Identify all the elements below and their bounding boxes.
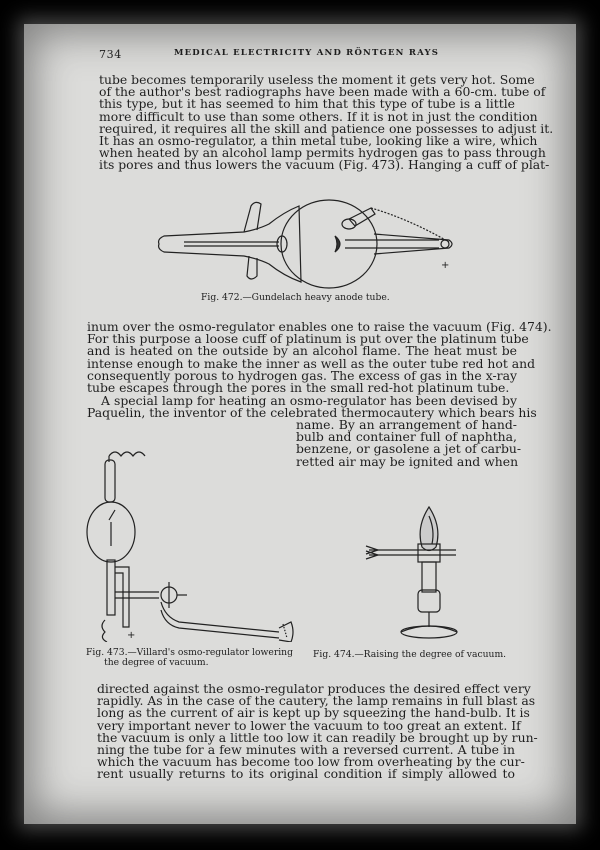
fig472-caption: Fig. 472.—Gundelach heavy anode tube. xyxy=(201,292,390,303)
text-line: long as the current of air is kept up by squeezing the hand-bulb. It is xyxy=(97,705,530,721)
text-line: this type, but it has seemed to him that this type of tube is a little xyxy=(99,96,515,112)
paragraph-4 xyxy=(97,681,538,782)
text-line: consequently porous to hydrogen gas. The excess of gas in the x-ray xyxy=(87,367,517,383)
figure-472-gundelach-tube xyxy=(149,184,459,294)
figure-474-paquelin-lamp xyxy=(364,502,484,642)
text-line: more difficult to use than some others. If it is not in just the condition xyxy=(99,108,538,124)
text-line: intense enough to make the inner as well as the outer tube red hot and xyxy=(87,355,536,371)
fig474-caption: Fig. 474.—Raising the degree of vacuum. xyxy=(313,649,507,660)
text-line: It has an osmo-regulator, a thin metal tube, looking like a wire, which xyxy=(99,133,538,149)
text-line: and is heated on the outside by an alcohol flame. The heat must be xyxy=(87,343,517,359)
text-line: the vacuum is only a little too low it can readily be brought up by run- xyxy=(97,729,538,745)
text-line: name. By an arrangement of hand- xyxy=(296,417,517,432)
book-page xyxy=(24,24,576,824)
text-line: rapidly. As in the case of the cautery, the lamp remains in full blast as xyxy=(97,693,536,709)
text-line: A special lamp for heating an osmo-regulator has been devised by xyxy=(101,393,517,408)
text-line: bulb and container full of naphtha, xyxy=(296,429,517,445)
text-line: directed against the osmo-regulator produces the desired effect very xyxy=(97,681,531,696)
text-line: ning the tube for a few minutes with a reversed current. A tube in xyxy=(97,742,515,758)
text-line: benzene, or gasolene a jet of carbu- xyxy=(296,441,522,457)
paragraph-1 xyxy=(99,72,554,173)
page-number: 734 xyxy=(99,48,122,61)
figure-473-villard-osmo-regulator xyxy=(79,442,294,642)
fig473-caption-line-2: the degree of vacuum. xyxy=(104,657,209,668)
text-line: required, it requires all the skill and patience one possesses to adjust it. xyxy=(99,120,554,136)
text-line: inum over the osmo-regulator enables one to raise the vacuum (Fig. 474). xyxy=(87,319,552,334)
text-line: very important never to lower the vacuum to too great an extent. If xyxy=(97,717,521,733)
text-line: when heated by an alcohol lamp permits hydrogen gas to pass through xyxy=(99,145,546,161)
paragraph-2 xyxy=(87,319,552,396)
running-head: MEDICAL ELECTRICITY AND RÖNTGEN RAYS xyxy=(174,48,440,58)
text-line: tube escapes through the pores in the small red-hot platinum tube. xyxy=(87,380,510,396)
page-header xyxy=(24,48,576,64)
text-line: its pores and thus lowers the vacuum (Fig. 473). Hanging a cuff of plat- xyxy=(99,157,550,173)
text-line: rent usually returns to its original condition if simply allowed to xyxy=(97,766,515,782)
fig472-plus-label: + xyxy=(441,260,450,271)
fig473-caption xyxy=(86,648,293,668)
text-line: Paquelin, the inventor of the celebrated thermocautery which bears his xyxy=(87,405,537,421)
fig473-plus-label: + xyxy=(127,630,136,641)
paragraph-3-wrap xyxy=(296,417,522,469)
text-line: which the vacuum has become too low from overheating by the cur- xyxy=(97,754,525,770)
fig473-caption-line-1: Fig. 473.—Villard's osmo-regulator lowering xyxy=(86,647,293,658)
text-line: of the author's best radiographs have been made with a 60-cm. tube of xyxy=(99,84,546,100)
text-line: tube becomes temporarily useless the moment it gets very hot. Some xyxy=(99,72,535,87)
paragraph-3 xyxy=(87,393,537,421)
text-line: retted air may be ignited and when xyxy=(296,453,519,469)
text-line: For this purpose a loose cuff of platinum is put over the platinum tube xyxy=(87,331,529,347)
